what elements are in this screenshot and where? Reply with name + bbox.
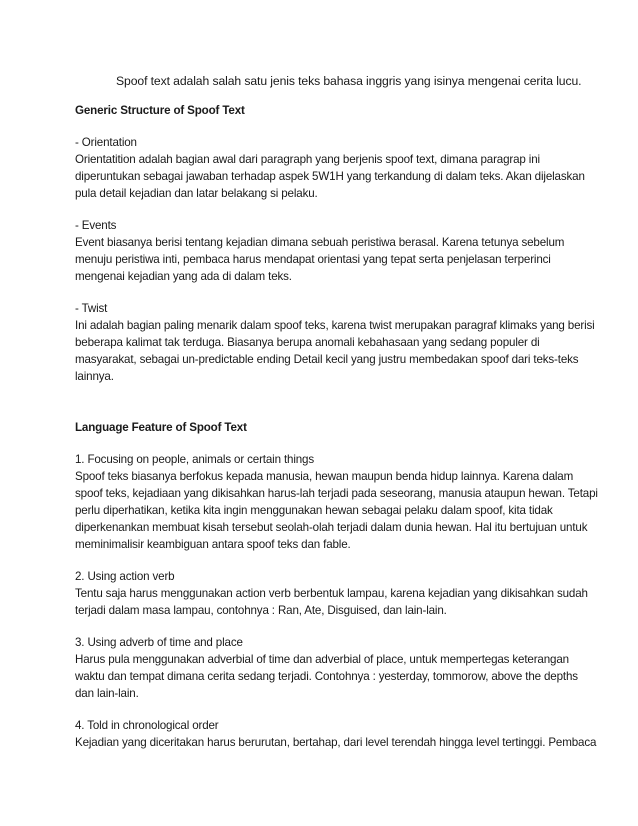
twist-line: lainnya. [75, 370, 114, 383]
feature4-title: 4. Told in chronological order [75, 719, 219, 732]
events-title: - Events [75, 219, 117, 232]
language-heading: Language Feature of Spoof Text [75, 421, 247, 434]
feature1-line: meminimalisir keambiguan antara spoof teks dan fable. [75, 538, 351, 551]
intro-text: Spoof text adalah salah satu jenis teks bahasa inggris yang isinya mengenai cerita lucu. [116, 74, 582, 88]
feature2-line: terjadi dalam masa lampau, contohnya : Ran, Ate, Disguised, dan lain-lain. [75, 604, 447, 617]
orientation-line: pula detail kejadian dan latar belakang si pelaku. [75, 187, 318, 200]
twist-line: masyarakat, sebagai un-predictable ending Detail kecil yang justru membedakan spoof dari teks-teks [75, 353, 579, 366]
twist-line: Ini adalah bagian paling menarik dalam spoof teks, karena twist merupakan paragraf klimaks yang berisi [75, 319, 595, 332]
twist-title: - Twist [75, 302, 108, 315]
feature2-title: 2. Using action verb [75, 570, 175, 583]
feature2-line: Tentu saja harus menggunakan action verb berbentuk lampau, karena kejadian yang dikisahkan sudah [75, 587, 588, 600]
feature1-line: Spoof teks biasanya berfokus kepada manusia, hewan maupun benda hidup lainnya. Karena dalam [75, 470, 574, 483]
feature3-line: waktu dan tempat dimana cerita sedang terjadi. Contohnya : yesterday, tommorow, above the depths [75, 670, 578, 683]
orientation-line: diperuntukan sebagai jawaban terhadap aspek 5W1H yang terkandung di dalam teks. Akan dijelaskan [75, 170, 585, 183]
feature1-line: spoof teks, kejadiaan yang dikisahkan harus-lah terjadi pada seseorang, manusia ataupun hewan. Tetapi [75, 487, 598, 500]
events-line: Event biasanya berisi tentang kejadian dimana sebuah peristiwa berasal. Karena tetunya sebelum [75, 236, 565, 249]
feature1-title: 1. Focusing on people, animals or certain things [75, 453, 314, 466]
feature1-line: diperkenankan membuat kisah tersebut seolah-olah terjadi dalam dunia hewan. Hal itu bertujuan untuk [75, 521, 588, 534]
feature1-line: perlu diperhatikan, ketika kita ingin menggunakan hewan sebagai pelaku dalam spoof, kita tidak [75, 504, 553, 517]
orientation-title: - Orientation [75, 136, 137, 149]
events-line: mengenai kejadian yang ada di dalam teks. [75, 270, 292, 283]
orientation-line: Orientatition adalah bagian awal dari paragraph yang berjenis spoof text, dimana paragrap ini [75, 153, 540, 166]
events-line: menuju peristiwa inti, pembaca harus mendapat orientasi yang tepat serta penjelasan terperinci [75, 253, 551, 266]
feature3-line: dan lain-lain. [75, 687, 139, 700]
feature3-title: 3. Using adverb of time and place [75, 636, 243, 649]
twist-line: beberapa kalimat tak terduga. Biasanya berupa anomali kebahasaan yang sedang populer di [75, 336, 540, 349]
feature4-line: Kejadian yang diceritakan harus berurutan, bertahap, dari level terendah hingga level tertinggi. Pembaca [75, 736, 597, 749]
feature3-line: Harus pula menggunakan adverbial of time dan adverbial of place, untuk mempertegas keterangan [75, 653, 569, 666]
structure-heading: Generic Structure of Spoof Text [75, 104, 245, 117]
